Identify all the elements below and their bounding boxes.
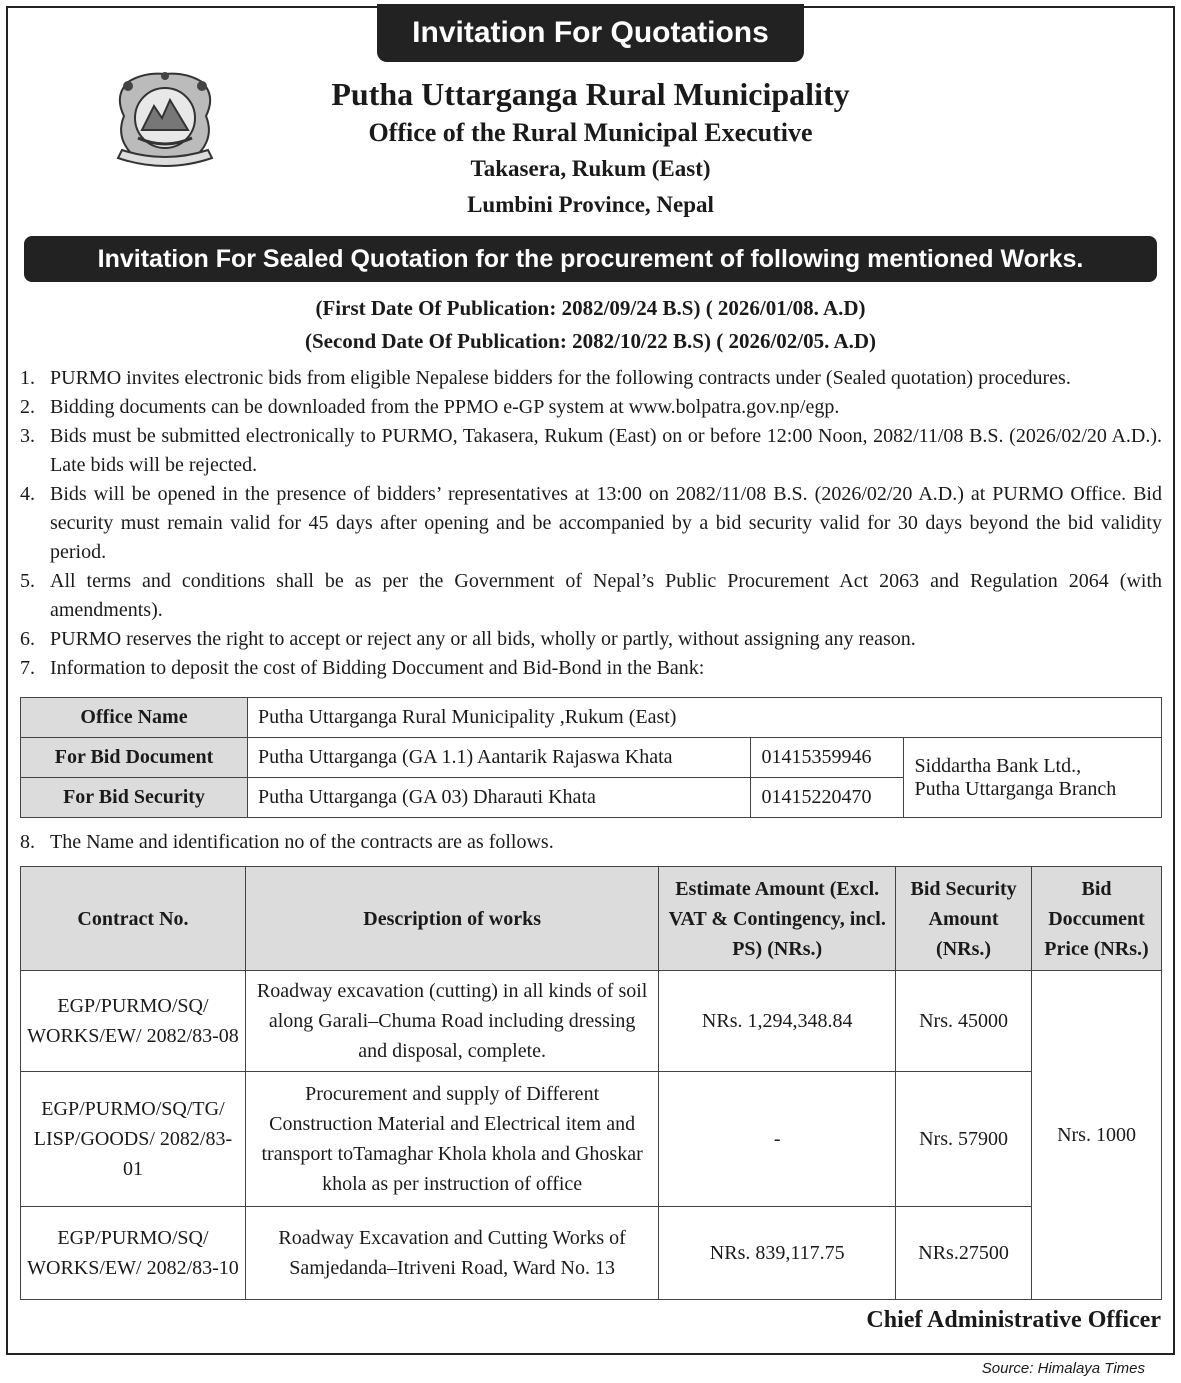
clause-text: Bids will be opened in the presence of bidders’ representatives at 13:00 on 2082/11/08 B.S. (2026/02/20 A.D.) at PURMO Office. Bid security must remain valid for 45 days after opening and be accompanied by a bid security valid for 30 days beyond the bid validity period. xyxy=(50,483,1162,563)
clause-number: 5. xyxy=(20,570,35,592)
bid-document-account-number: 01415359946 xyxy=(751,738,904,778)
table-row xyxy=(21,971,1162,1072)
clause-item xyxy=(20,831,554,854)
clause-text: PURMO invites electronic bids from eligible Nepalese bidders for the following contracts under (Sealed quotation) procedures. xyxy=(50,367,1071,389)
table-row xyxy=(21,1072,1162,1207)
bank-name: Siddartha Bank Ltd., xyxy=(914,754,1082,777)
column-header: Description of works xyxy=(245,867,658,971)
bid-security-amount: NRs.27500 xyxy=(896,1207,1032,1300)
clause-item xyxy=(20,625,1162,654)
invitation-subtitle-banner: Invitation For Sealed Quotation for the procurement of following mentioned Works. xyxy=(24,236,1157,282)
clause-text: PURMO reserves the right to accept or reject any or all bids, wholly or partly, without assigning any reason. xyxy=(50,628,916,650)
bid-document-label: For Bid Document xyxy=(21,738,248,778)
office-name: Office of the Rural Municipal Executive xyxy=(368,118,813,147)
bid-security-account-number: 01415220470 xyxy=(751,778,904,818)
work-description: Roadway excavation (cutting) in all kinds of soil along Garali–Chuma Road including dressing and disposal, complete. xyxy=(245,971,658,1072)
notice-title-banner: Invitation For Quotations xyxy=(377,4,804,62)
office-name-value: Putha Uttarganga Rural Municipality ,Rukum (East) xyxy=(248,698,1162,738)
clause-item xyxy=(20,364,1162,393)
contract-number: EGP/PURMO/SQ/TG/ LISP/GOODS/ 2082/83-01 xyxy=(21,1072,246,1207)
clause-number: 8. xyxy=(20,831,35,853)
clause-number: 2. xyxy=(20,396,35,418)
work-description: Roadway Excavation and Cutting Works of Samjedanda–Itriveni Road, Ward No. 13 xyxy=(245,1207,658,1300)
contract-number: EGP/PURMO/SQ/ WORKS/EW/ 2082/83-08 xyxy=(21,971,246,1072)
bid-document-account-name: Putha Uttarganga (GA 1.1) Aantarik Rajaswa Khata xyxy=(248,738,751,778)
column-header: Estimate Amount (Excl. VAT & Contingency, incl. PS) (NRs.) xyxy=(659,867,896,971)
clause-text: All terms and conditions shall be as per the Government of Nepal’s Public Procurement Act 2063 and Regulation 2064 (with amendments). xyxy=(50,570,1162,621)
estimate-amount: NRs. 839,117.75 xyxy=(659,1207,896,1300)
table-row xyxy=(21,698,1162,738)
bid-document-price: Nrs. 1000 xyxy=(1032,971,1162,1300)
first-publication-date: (First Date Of Publication: 2082/09/24 B.S) ( 2026/01/08. A.D) xyxy=(315,296,866,320)
clause-list xyxy=(20,364,1162,683)
office-province: Lumbini Province, Nepal xyxy=(467,192,714,217)
clause-text: Bidding documents can be downloaded from the PPMO e-GP system at www.bolpatra.gov.np/egp. xyxy=(50,396,840,418)
clause-number: 3. xyxy=(20,425,35,447)
bid-security-amount: Nrs. 45000 xyxy=(896,971,1032,1072)
column-header: Bid Security Amount (NRs.) xyxy=(896,867,1032,971)
estimate-amount: NRs. 1,294,348.84 xyxy=(659,971,896,1072)
source-credit: Source: Himalaya Times xyxy=(981,1360,1145,1377)
contract-number: EGP/PURMO/SQ/ WORKS/EW/ 2082/83-10 xyxy=(21,1207,246,1300)
table-row xyxy=(21,738,1162,778)
clause-item xyxy=(20,422,1162,480)
bid-security-amount: Nrs. 57900 xyxy=(896,1072,1032,1207)
office-location: Takasera, Rukum (East) xyxy=(470,156,711,181)
bank-info-table xyxy=(20,697,1162,818)
second-publication-date: (Second Date Of Publication: 2082/10/22 B.S) ( 2026/02/05. A.D) xyxy=(304,329,877,353)
bid-security-account-name: Putha Uttarganga (GA 03) Dharauti Khata xyxy=(248,778,751,818)
contracts-table xyxy=(20,866,1162,1300)
office-name-label: Office Name xyxy=(21,698,248,738)
estimate-amount: - xyxy=(659,1072,896,1207)
clause-number: 7. xyxy=(20,657,35,679)
clause-text: Bids must be submitted electronically to PURMO, Takasera, Rukum (East) on or before 12:00 Noon, 2082/11/08 B.S. (2026/02/20 A.D.). Late bids will be rejected. xyxy=(50,425,1162,476)
column-header: Contract No. xyxy=(21,867,246,971)
bank-name-cell xyxy=(904,738,1162,818)
work-description: Procurement and supply of Different Construction Material and Electrical item and transport toTamaghar Khola khola and Ghoskar khola as per instruction of office xyxy=(245,1072,658,1207)
clause-number: 1. xyxy=(20,367,35,389)
bid-security-label: For Bid Security xyxy=(21,778,248,818)
bank-branch: Putha Uttarganga Branch xyxy=(914,777,1117,800)
table-header-row xyxy=(21,867,1162,971)
clause-text: Information to deposit the cost of Bidding Doccument and Bid-Bond in the Bank: xyxy=(50,657,705,679)
column-header: Bid Doccument Price (NRs.) xyxy=(1032,867,1162,971)
signature-title: Chief Administrative Officer xyxy=(866,1307,1161,1333)
clause-number: 6. xyxy=(20,628,35,650)
table-row xyxy=(21,1207,1162,1300)
clause-item xyxy=(20,567,1162,625)
clause-text: The Name and identification no of the contracts are as follows. xyxy=(50,831,554,853)
municipality-name: Putha Uttarganga Rural Municipality xyxy=(331,76,850,112)
clause-item xyxy=(20,393,1162,422)
clause-number: 4. xyxy=(20,483,35,505)
clause-item xyxy=(20,480,1162,567)
clause-item xyxy=(20,654,1162,683)
